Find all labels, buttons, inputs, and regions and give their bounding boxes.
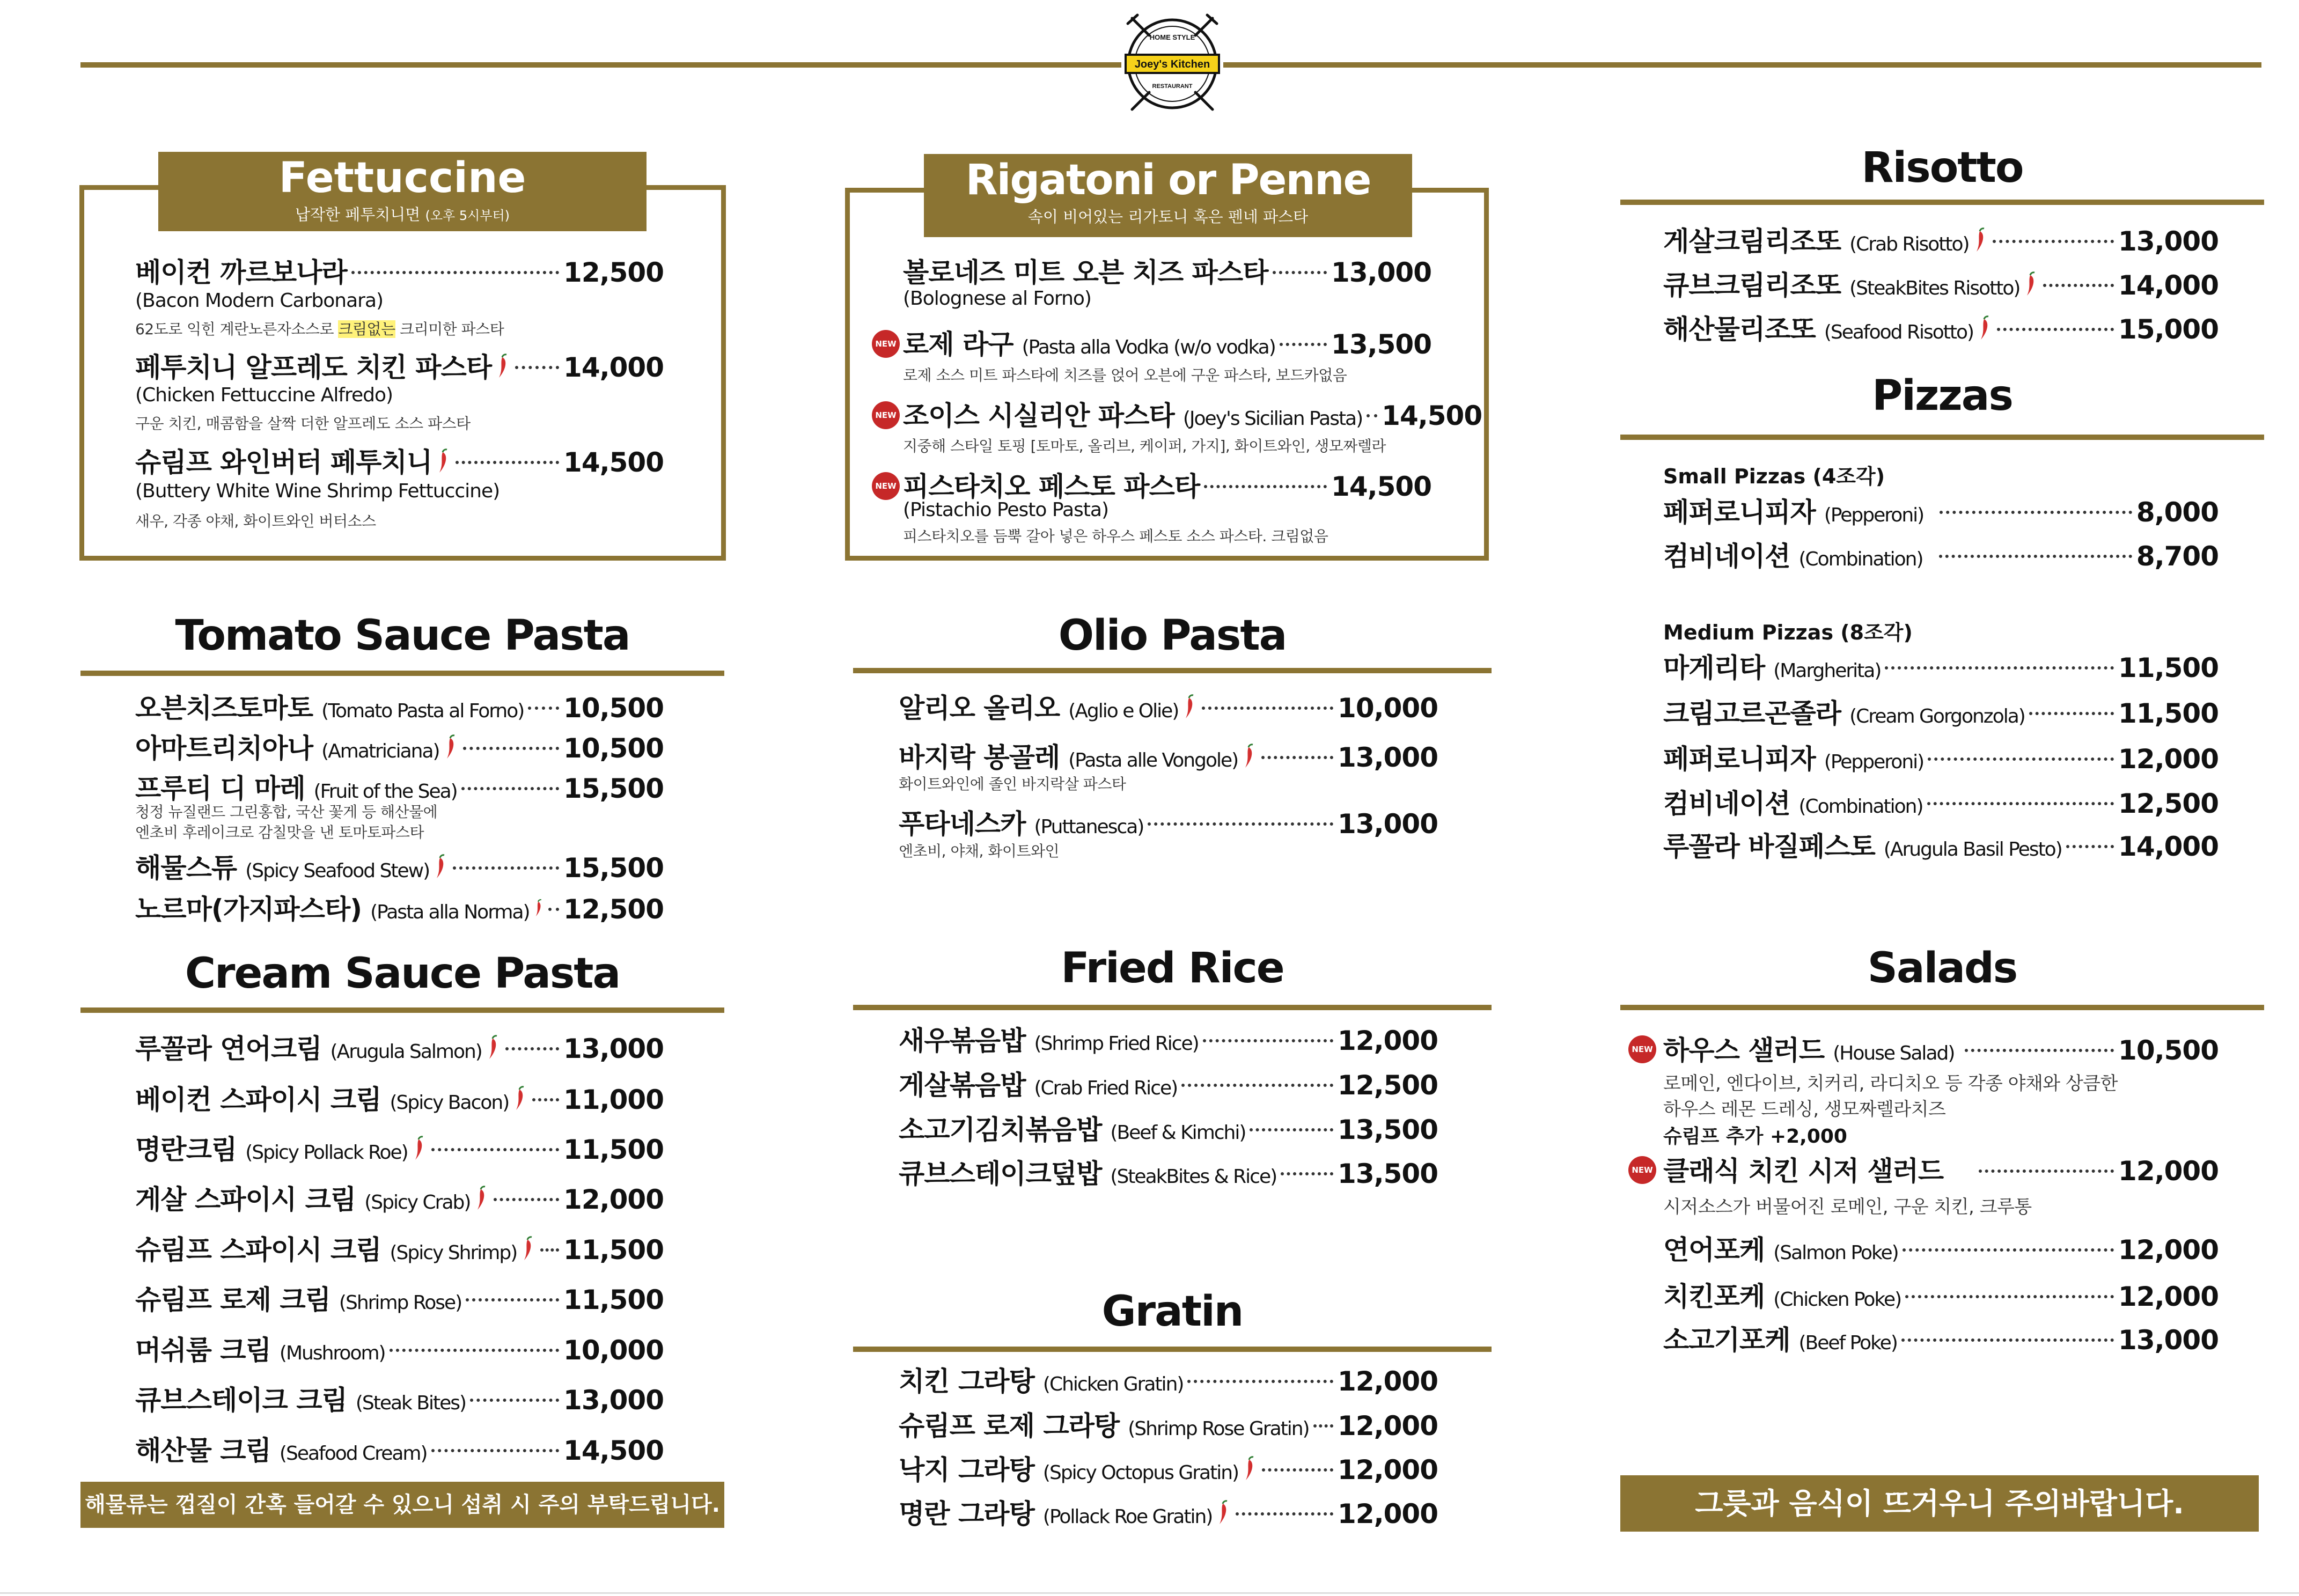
item-description: 엔초비 후레이크로 감칠맛을 낸 토마토파스타 <box>135 823 424 841</box>
fettuccine-subtitle-note: (오후 5시부터) <box>425 208 510 223</box>
menu-item: 페투치니 알프레도 치킨 파스타 14,000 <box>135 352 664 383</box>
item-description: 청정 뉴질랜드 그린홍합, 국산 꽃게 등 해산물에 <box>135 803 438 821</box>
item-english: (Bacon Modern Carbonara) <box>135 290 384 312</box>
menu-item: 노르마(가지파스타) (Pasta alla Norma) 12,500 <box>135 894 664 925</box>
menu-item: 해물스튜 (Spicy Seafood Stew) 15,500 <box>135 852 664 884</box>
rigatoni-title: Rigatoni or Penne <box>965 156 1371 204</box>
menu-item: 푸타네스카 (Puttanesca) 13,000 <box>899 808 1438 840</box>
chili-pepper-icon <box>1977 315 1993 342</box>
tomato-title: Tomato Sauce Pasta <box>175 612 630 660</box>
item-description: 하우스 레몬 드레싱, 생모짜렐라치즈 <box>1663 1099 1946 1120</box>
menu-item: 프루티 디 마레 (Fruit of the Sea) 15,500 <box>135 773 664 804</box>
fettuccine-title: Fettuccine <box>278 154 526 202</box>
fried-rice-rule <box>853 1005 1492 1010</box>
menu-item: 치킨포케 (Chicken Poke) 12,000 <box>1663 1281 2219 1312</box>
new-badge-icon: NEW <box>872 401 900 429</box>
chili-pepper-icon <box>1972 227 1988 254</box>
menu-item: 베이컨 스파이시 크림 (Spicy Bacon) 11,000 <box>135 1084 664 1115</box>
chili-pepper-icon <box>443 734 459 761</box>
fried-rice-title: Fried Rice <box>1061 944 1284 992</box>
item-english: (Bolognese al Forno) <box>903 288 1091 310</box>
small-pizzas-heading: Small Pizzas (4조각) <box>1663 465 1885 488</box>
menu-item: 피스타치오 페스토 파스타 14,500 <box>903 471 1431 502</box>
menu-item: 연어포케 (Salmon Poke) 12,000 <box>1663 1234 2219 1266</box>
menu-item: 큐브스테이크 크림 (Steak Bites) 13,000 <box>135 1385 664 1416</box>
chili-pepper-icon <box>435 448 451 475</box>
chili-pepper-icon <box>1181 694 1198 720</box>
hot-dish-notice: 그릇과 음식이 뜨거우니 주의바랍니다. <box>1620 1475 2259 1532</box>
chili-pepper-icon <box>411 1135 427 1162</box>
gratin-title: Gratin <box>1101 1288 1243 1336</box>
chili-pepper-icon <box>1241 743 1257 770</box>
menu-item: 페퍼로니피자 (Pepperoni) 12,000 <box>1663 744 2219 775</box>
menu-item: 게살크림리조또 (Crab Risotto) 13,000 <box>1663 226 2219 257</box>
menu-item: 슈림프 로제 크림 (Shrimp Rose) 11,500 <box>135 1284 664 1315</box>
menu-item: 클래식 치킨 시저 샐러드 12,000 <box>1663 1156 2219 1187</box>
salads-rule <box>1620 1005 2264 1010</box>
rigatoni-banner <box>924 154 1412 237</box>
menu-item: 페퍼로니피자 (Pepperoni) 8,000 <box>1663 497 2219 528</box>
menu-item: 슈림프 로제 그라탕 (Shrimp Rose Gratin) 12,000 <box>899 1410 1438 1441</box>
item-description: 시저소스가 버물어진 로메인, 구운 치킨, 크루통 <box>1663 1196 2032 1218</box>
menu-item: 컴비네이션 (Combination) 12,500 <box>1663 788 2219 819</box>
menu-item: 새우볶음밥 (Shrimp Fried Rice) 12,000 <box>899 1025 1438 1056</box>
menu-item: 큐브스테이크덮밥 (SteakBites & Rice) 13,500 <box>899 1158 1438 1189</box>
logo-top-text: HOME STYLE <box>1149 33 1195 41</box>
menu-item: 해산물리조또 (Seafood Risotto) 15,000 <box>1663 314 2219 345</box>
item-english: (Chicken Fettuccine Alfredo) <box>135 384 393 406</box>
menu-item: 머쉬룸 크림 (Mushroom) 10,000 <box>135 1335 664 1366</box>
menu-item: 명란 그라탕 (Pollack Roe Gratin) 12,000 <box>899 1498 1438 1529</box>
menu-item: 루꼴라 바질페스토 (Arugula Basil Pesto) 14,000 <box>1663 831 2219 862</box>
chili-pepper-icon <box>1242 1455 1258 1482</box>
menu-item: 소고기포케 (Beef Poke) 13,000 <box>1663 1325 2219 1356</box>
top-rule-left <box>80 62 1121 68</box>
menu-item: 컴비네이션 (Combination) 8,700 <box>1663 541 2219 572</box>
menu-item: 볼로네즈 미트 오븐 치즈 파스타 13,000 <box>903 257 1431 288</box>
menu-item: 오븐치즈토마토 (Tomato Pasta al Forno) 10,500 <box>135 693 664 724</box>
item-description: 화이트와인에 졸인 바지락살 파스타 <box>899 775 1126 793</box>
olio-rule <box>853 668 1492 673</box>
menu-item: 큐브크림리조또 (SteakBites Risotto) 14,000 <box>1663 270 2219 301</box>
menu-item: 루꼴라 연어크림 (Arugula Salmon) 13,000 <box>135 1033 664 1064</box>
fettuccine-subtitle: 납작한 페투치니면 (오후 5시부터) <box>295 205 510 224</box>
menu-item: 게살 스파이시 크림 (Spicy Crab) 12,000 <box>135 1184 664 1215</box>
menu-item: 로제 라구 (Pasta alla Vodka (w/o vodka) 13,500 <box>903 329 1431 360</box>
item-english: (Buttery White Wine Shrimp Fettuccine) <box>135 480 500 502</box>
menu-item: 게살볶음밥 (Crab Fried Rice) 12,500 <box>899 1070 1438 1101</box>
item-description: 62도로 익힌 계란노른자소스로 크림없는 크리미한 파스타 <box>135 320 504 338</box>
item-description: 로메인, 엔다이브, 치커리, 라디치오 등 각종 야채와 상큼한 <box>1663 1073 2118 1094</box>
chili-pepper-icon <box>512 1085 528 1112</box>
menu-item: 마게리타 (Margherita) 11,500 <box>1663 652 2219 683</box>
chili-pepper-icon <box>432 854 449 880</box>
new-badge-icon: NEW <box>872 472 900 500</box>
chili-pepper-icon <box>533 895 545 922</box>
menu-item: 낙지 그라탕 (Spicy Octopus Gratin) 12,000 <box>899 1454 1438 1485</box>
medium-pizzas-heading: Medium Pizzas (8조각) <box>1663 621 1913 644</box>
joeys-kitchen-logo <box>1116 8 1229 120</box>
item-english: (Pistachio Pesto Pasta) <box>903 499 1109 521</box>
cream-rule <box>80 1007 724 1013</box>
menu-item: 해산물 크림 (Seafood Cream) 14,500 <box>135 1435 664 1466</box>
chili-pepper-icon <box>520 1235 536 1262</box>
pizzas-title: Pizzas <box>1872 372 2012 420</box>
salads-title: Salads <box>1867 944 2017 992</box>
page-bottom-edge <box>0 1592 2299 1594</box>
chili-pepper-icon <box>485 1034 501 1061</box>
shrimp-addon: 슈림프 추가 +2,000 <box>1663 1126 1847 1148</box>
olio-title: Olio Pasta <box>1058 612 1287 660</box>
fettuccine-banner <box>158 152 647 231</box>
new-badge-icon: NEW <box>1628 1035 1656 1063</box>
item-description: 지중해 스타일 토핑 [토마토, 올리브, 케이퍼, 가지], 화이트와인, 생모짜렐라 <box>903 437 1386 455</box>
menu-item: 아마트리치아나 (Amatriciana) 10,500 <box>135 733 664 764</box>
menu-item: 베이컨 까르보나라 12,500 <box>135 257 664 288</box>
new-badge-icon: NEW <box>872 330 900 358</box>
menu-item: 슈림프 스파이시 크림 (Spicy Shrimp) 11,500 <box>135 1234 664 1266</box>
new-badge-icon: NEW <box>1628 1156 1656 1184</box>
menu-item: 소고기김치볶음밥 (Beef & Kimchi) 13,500 <box>899 1114 1438 1145</box>
top-rule-right <box>1223 62 2261 68</box>
menu-item: 하우스 샐러드 (House Salad) 10,500 <box>1663 1035 2219 1066</box>
tomato-rule <box>80 671 724 676</box>
menu-item: 바지락 봉골레 (Pasta alle Vongole) 13,000 <box>899 742 1438 773</box>
item-description: 피스타치오를 듬뿍 갈아 넣은 하우스 페스토 소스 파스타. 크림없음 <box>903 527 1328 545</box>
chili-pepper-icon <box>2023 271 2039 298</box>
menu-item: 치킨 그라탕 (Chicken Gratin) 12,000 <box>899 1366 1438 1397</box>
logo-bottom-text: RESTAURANT <box>1152 83 1193 90</box>
risotto-title: Risotto <box>1861 144 2023 192</box>
shellfish-notice: 해물류는 껍질이 간혹 들어갈 수 있으니 섭취 시 주의 부탁드립니다. <box>80 1482 724 1528</box>
menu-item: 알리오 올리오 (Aglio e Olie) 10,000 <box>899 693 1438 724</box>
menu-item: 슈림프 와인버터 페투치니 14,500 <box>135 447 664 478</box>
risotto-rule <box>1620 200 2264 205</box>
highlight: 크림없는 <box>338 320 395 338</box>
item-description: 새우, 각종 야채, 화이트와인 버터소스 <box>135 512 376 530</box>
gratin-rule <box>853 1347 1492 1352</box>
item-description: 로제 소스 미트 파스타에 치즈를 얹어 오븐에 구운 파스타, 보드카없음 <box>903 366 1347 384</box>
item-description: 엔초비, 야채, 화이트와인 <box>899 842 1060 860</box>
cream-title: Cream Sauce Pasta <box>185 950 620 998</box>
item-description: 구운 치킨, 매콤함을 살짝 더한 알프레도 소스 파스타 <box>135 415 471 432</box>
chili-pepper-icon <box>495 353 511 380</box>
pizzas-rule <box>1620 435 2264 440</box>
chili-pepper-icon <box>1215 1499 1231 1526</box>
chili-pepper-icon <box>473 1185 489 1212</box>
logo-name: Joey's Kitchen <box>1134 58 1210 70</box>
rigatoni-subtitle: 속이 비어있는 리가토니 혹은 펜네 파스타 <box>1027 208 1309 226</box>
menu-item: 크림고르곤졸라 (Cream Gorgonzola) 11,500 <box>1663 698 2219 729</box>
menu-item: 조이스 시실리안 파스타 (Joey's Sicilian Pasta) 14,500 <box>903 400 1482 431</box>
menu-item: 명란크림 (Spicy Pollack Roe) 11,500 <box>135 1134 664 1165</box>
